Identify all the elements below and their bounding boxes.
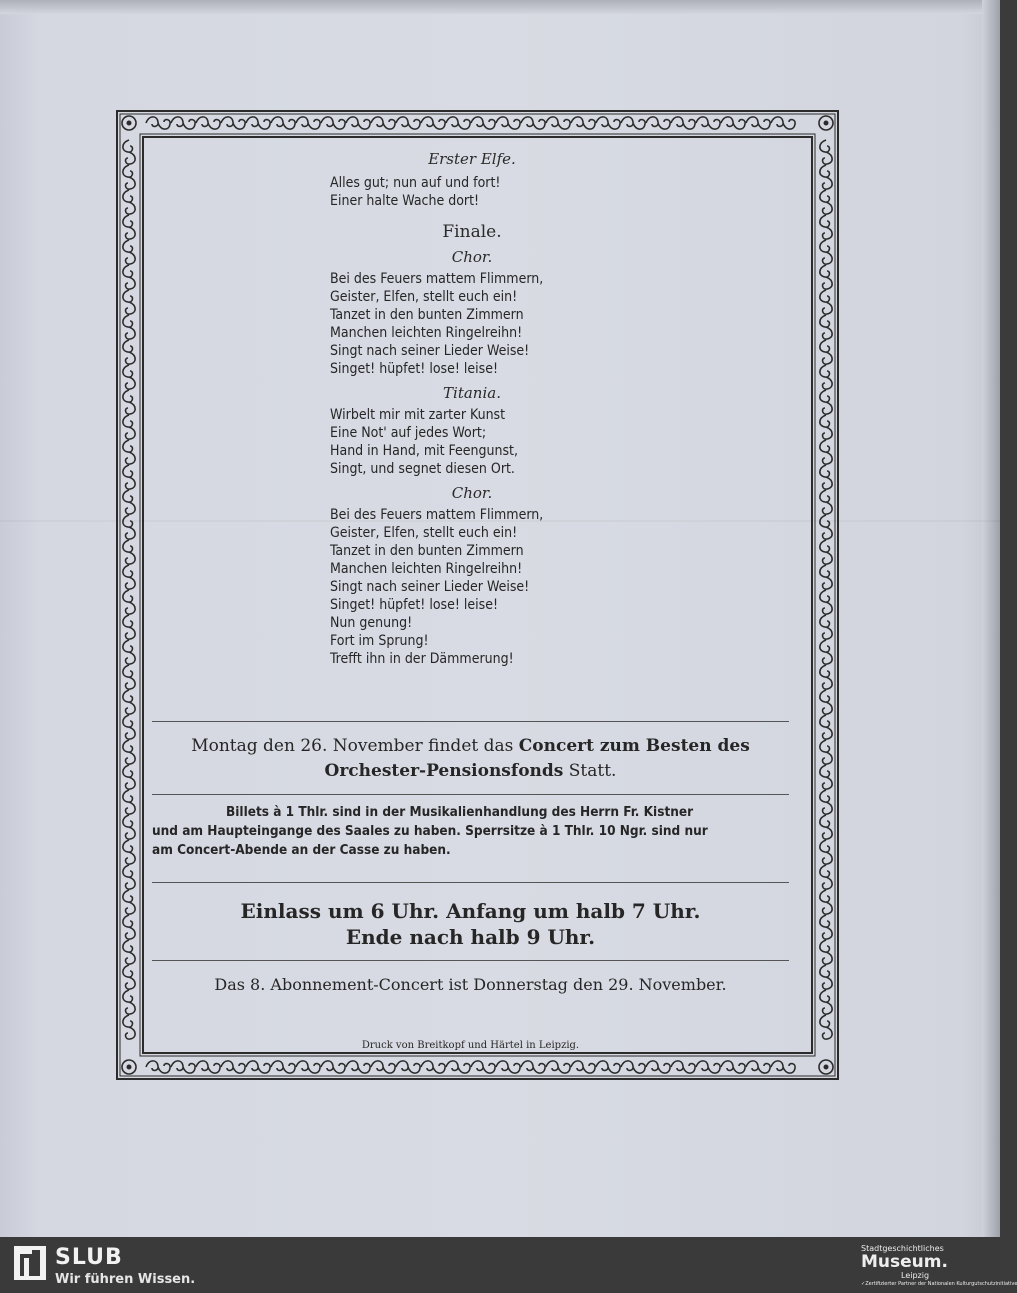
museum-line-1: Stadtgeschichtliches: [861, 1244, 944, 1253]
speaker-chor-2: Chor.: [451, 484, 493, 502]
museum-line-2: Museum.: [861, 1252, 948, 1272]
times-line-2: Ende nach halb 9 Uhr.: [345, 925, 596, 949]
slub-tagline: Wir führen Wissen.: [55, 1272, 196, 1287]
slub-name[interactable]: SLUB: [55, 1245, 123, 1270]
next-concert-notice: Das 8. Abonnement-Concert ist Donnerstag den 29. November.: [214, 975, 727, 994]
slub-logo-icon: [14, 1246, 46, 1280]
times-notice: [152, 898, 789, 950]
speaker-titania: Titania.: [443, 384, 501, 402]
verse-titania: Wirbelt mir mit zarter Kunst Eine Not' auf jedes Wort; Hand in Hand, mit Feengunst, Singt, und segnet diesen Ort.: [330, 407, 518, 477]
tickets-line-2: und am Haupteingange des Saales zu haben. Sperrsitze à 1 Thlr. 10 Ngr. sind nur: [152, 823, 708, 839]
verse-chor-2: Bei des Feuers mattem Flimmern, Geister, Elfen, stellt euch ein! Tanzet in den bunten Zimmern Manchen leichten Ringelreihn! Singt nach seiner Lieder Weise! Singet! hüpfet! lose! leise! Nun genung! Fort im Sprung! Trefft ihn in der Dämmerung!: [330, 507, 544, 667]
finale-heading: Finale.: [442, 222, 502, 242]
divider-3: [152, 882, 789, 883]
printer-imprint: Druck von Breitkopf und Härtel in Leipzig.: [361, 1040, 580, 1051]
benefit-concert-notice: [152, 734, 789, 784]
tickets-line-3: am Concert-Abende an der Casse zu haben.: [152, 842, 451, 858]
divider-1: [152, 721, 789, 722]
paper-top-edge: [0, 0, 1000, 14]
speaker-chor-1: Chor.: [451, 248, 493, 266]
times-line-1: Einlass um 6 Uhr. Anfang um halb 7 Uhr.: [240, 899, 701, 923]
museum-logo[interactable]: [861, 1244, 1017, 1288]
museum-line-3: Leipzig: [901, 1271, 930, 1280]
divider-2: [152, 794, 789, 795]
concert-notice-text-b: Statt.: [563, 761, 617, 781]
speaker-erster-elfe: Erster Elfe.: [428, 150, 516, 168]
tickets-notice: [152, 803, 789, 860]
concert-notice-bold-a: Concert zum Besten des: [518, 736, 750, 756]
programme-text: [152, 150, 792, 668]
museum-line-4: ✓Zertifizierter Partner der Nationalen Kulturgutschutzinitiative: [861, 1281, 1017, 1287]
verse-erster-elfe: Alles gut; nun auf und fort! Einer halte Wache dort!: [330, 175, 501, 209]
paper-right-edge: [982, 0, 1000, 1237]
verse-chor-1: Bei des Feuers mattem Flimmern, Geister, Elfen, stellt euch ein! Tanzet in den bunten Zimmern Manchen leichten Ringelreihn! Singt nach seiner Lieder Weise! Singet! hüpfet! lose! leise!: [330, 271, 544, 377]
tickets-line-1: Billets à 1 Thlr. sind in der Musikalienhandlung des Herrn Fr. Kistner: [226, 804, 694, 820]
divider-4: [152, 960, 789, 961]
concert-notice-bold-b: Orchester-Pensionsfonds: [324, 761, 564, 781]
concert-notice-text-a: Montag den 26. November findet das: [191, 736, 519, 756]
